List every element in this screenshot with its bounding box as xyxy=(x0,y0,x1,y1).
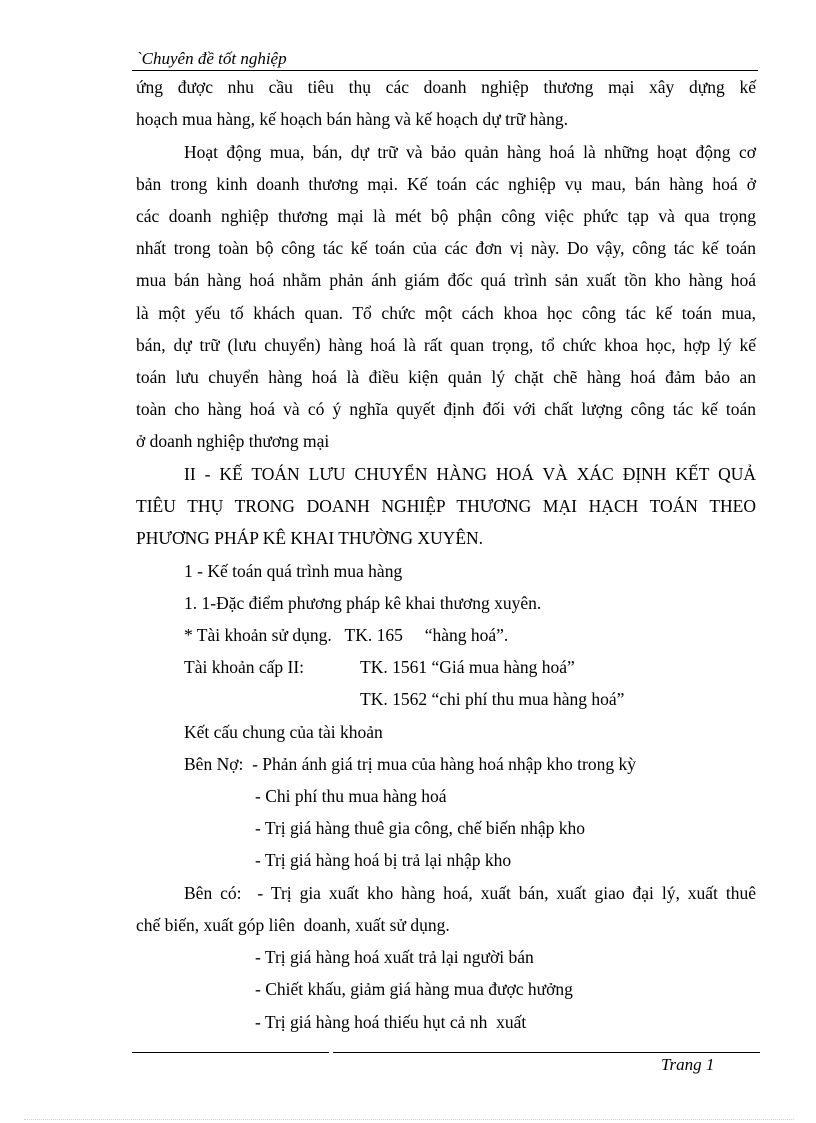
body-line: bán, dự trữ (lưu chuyển) hàng hoá là rất quan trọng, tổ chức khoa học, hợp lý kế xyxy=(136,335,756,355)
section-heading-line: II - KẾ TOÁN LƯU CHUYỂN HÀNG HOÁ VÀ XÁC ĐỊNH KẾT QUẢ xyxy=(184,464,756,484)
header-title: `Chuyên đề tốt nghiệp xyxy=(136,49,287,68)
page-edge-divider xyxy=(24,1119,794,1120)
body-line: Hoạt động mua, bán, dự trữ và bảo quản hàng hoá là những hoạt động cơ xyxy=(184,142,756,162)
body-line: các doanh nghiệp thương mại là mét bộ phận công việc phức tạp và qua trọng xyxy=(136,206,756,226)
body-line: Kết cấu chung của tài khoản xyxy=(184,722,383,742)
debit-item: - Trị giá hàng hoá bị trả lại nhập kho xyxy=(255,850,512,870)
body-line: chế biến, xuất góp liên doanh, xuất sử dụng. xyxy=(136,915,450,935)
page-number: Trang 1 xyxy=(661,1055,715,1074)
body-line: toán lưu chuyển hàng hoá là điều kiện quản lý chặt chẽ hàng hoá đảm bảo an xyxy=(136,367,756,387)
debit-item: - Chi phí thu mua hàng hoá xyxy=(255,786,447,806)
body-line: mua bán hàng hoá nhằm phản ánh giám đốc quá trình sản xuất tồn kho hàng hoá xyxy=(136,270,756,290)
subsection-heading: 1. 1-Đặc điểm phương pháp kê khai thương xuyên. xyxy=(184,593,542,613)
debit-side-line: Bên Nợ: - Phản ánh giá trị mua của hàng hoá nhập kho trong kỳ xyxy=(184,754,637,774)
account-1562: TK. 1562 “chi phí thu mua hàng hoá” xyxy=(360,689,625,709)
credit-side-line: Bên có: - Trị gia xuất kho hàng hoá, xuất bán, xuất giao đại lý, xuất thuê xyxy=(184,883,756,903)
body-line: là một yếu tố khách quan. Tổ chức một cách khoa học công tác kế toán mua, xyxy=(136,303,756,323)
footer-rule-left xyxy=(132,1052,329,1053)
account-1561: TK. 1561 “Giá mua hàng hoá” xyxy=(360,657,575,677)
footer-rule-right xyxy=(333,1052,760,1053)
account-line: * Tài khoản sử dụng. TK. 165 “hàng hoá”. xyxy=(184,625,509,645)
body-line: nhất trong toàn bộ công tác kế toán của các đơn vị này. Do vậy, công tác kế toán xyxy=(136,238,756,258)
subsection-heading: 1 - Kế toán quá trình mua hàng xyxy=(184,561,403,581)
header-rule xyxy=(132,70,758,71)
body-line: ứng được nhu cầu tiêu thụ các doanh nghiệp thương mại xây dựng kế xyxy=(136,77,756,97)
body-line: toàn cho hàng hoá và có ý nghĩa quyết định đối với chất lượng công tác kế toán xyxy=(136,399,756,419)
debit-item: - Trị giá hàng thuê gia công, chế biến nhập kho xyxy=(255,818,586,838)
credit-item: - Chiết khấu, giảm giá hàng mua được hưởng xyxy=(255,979,573,999)
body-line: hoạch mua hàng, kế hoạch bán hàng và kế hoạch dự trữ hàng. xyxy=(136,109,569,129)
body-line: ở doanh nghiệp thương mại xyxy=(136,431,330,451)
credit-item: - Trị giá hàng hoá xuất trả lại người bán xyxy=(255,947,534,967)
section-heading-line: TIÊU THỤ TRONG DOANH NGHIỆP THƯƠNG MẠI HẠCH TOÁN THEO xyxy=(136,496,756,516)
body-line: bản trong kinh doanh thương mại. Kế toán các nghiệp vụ mau, bán hàng hoá ở xyxy=(136,174,756,194)
credit-item: - Trị giá hàng hoá thiếu hụt cả nh xuất xyxy=(255,1012,527,1032)
section-heading-line: PHƯƠNG PHÁP KÊ KHAI THƯỜNG XUYÊN. xyxy=(136,528,484,548)
account-level2-label: Tài khoản cấp II: xyxy=(184,657,305,677)
